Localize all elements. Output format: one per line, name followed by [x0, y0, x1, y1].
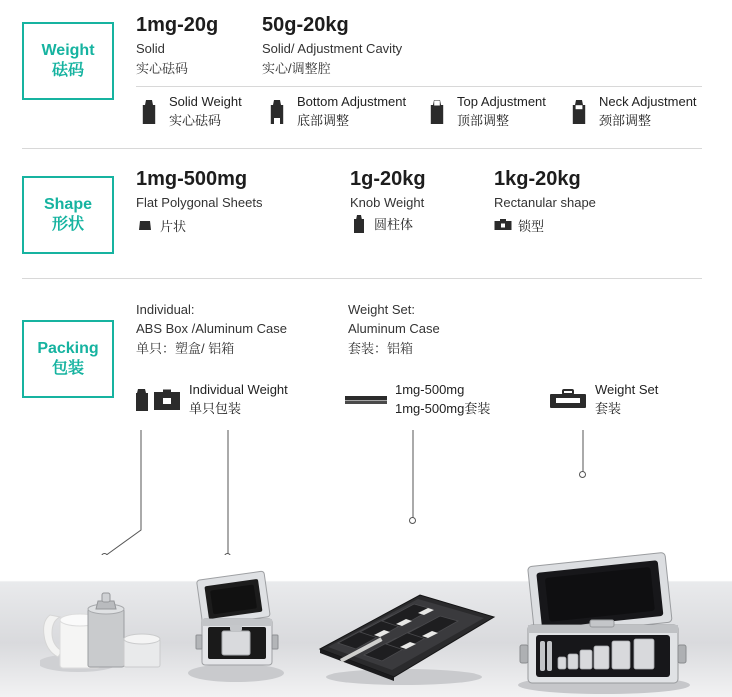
shape-col2-sub-cn: 圆柱体: [374, 217, 414, 232]
product-photo-weight-set-case: [494, 545, 714, 697]
knob-weight-icon: [350, 215, 368, 233]
shape-column-2: [350, 168, 426, 210]
shape-col2-shape: [350, 214, 413, 233]
section-packing: [0, 296, 732, 436]
weight-col2-sub-cn: 实心/调整腔: [262, 61, 331, 76]
rectangular-weight-icon: [494, 217, 512, 235]
shape-column-3: [494, 168, 596, 210]
packing-col2-line3: 套装：铝箱: [348, 341, 414, 356]
packing-column-1: [136, 302, 287, 357]
flat-sheet-icon: [136, 217, 154, 235]
packing-col2-line1: Weight Set:: [348, 302, 415, 317]
packing-col1-line1: Individual:: [136, 302, 195, 317]
product-photo-band: [0, 555, 732, 697]
packing-item-individual: [130, 382, 288, 417]
shape-col3-shape: [494, 216, 544, 235]
shape-col1-sub-en: Flat Polygonal Sheets: [136, 195, 263, 210]
feature-bottom-adjustment-en: Bottom Adjustment: [297, 94, 407, 109]
section-divider-1: [22, 148, 702, 149]
shape-col2-title: 1g-20kg: [350, 168, 426, 190]
top-adjustment-icon: [424, 99, 450, 125]
leader-dot-3: [409, 517, 416, 524]
weight-col2-title: 50g-20kg: [262, 14, 349, 36]
individual-box-icon: [130, 387, 182, 413]
badge-packing: [22, 320, 114, 398]
bottom-adjustment-icon: [264, 99, 290, 125]
feature-solid-weight-cn: 实心砝码: [169, 113, 222, 128]
feature-neck-adjustment: [566, 94, 697, 129]
shape-column-1: [136, 168, 262, 210]
weight-set-case-icon: [548, 387, 588, 413]
weight-column-2: [262, 14, 402, 77]
weight-col1-sub-en: Solid: [136, 41, 165, 56]
feature-solid-weight-en: Solid Weight: [169, 94, 242, 109]
feature-top-adjustment-cn: 顶部调整: [457, 113, 510, 128]
badge-packing-en: Packing: [37, 340, 99, 357]
shape-col3-sub-en: Rectanular shape: [494, 195, 596, 210]
badge-packing-cn: 包装: [51, 360, 84, 377]
feature-top-adjustment-en: Top Adjustment: [457, 94, 546, 109]
shape-col1-sub-cn: 片状: [160, 219, 187, 234]
badge-shape-en: Shape: [43, 196, 92, 213]
neck-adjustment-icon: [566, 99, 592, 125]
shape-col2-sub-en: Knob Weight: [350, 195, 425, 210]
weight-col2-sub-en: Solid/ Adjustment Cavity: [262, 41, 403, 56]
section-weight: [0, 0, 732, 140]
packing-item-weight-set: [548, 382, 658, 417]
badge-shape-cn: 形状: [51, 216, 84, 233]
packing-item-individual-cn: 单只包装: [189, 401, 242, 416]
packing-item-weight-set-en: Weight Set: [595, 382, 659, 397]
packing-col1-line2: ABS Box /Aluminum Case: [136, 321, 288, 336]
shape-col3-title: 1kg-20kg: [494, 168, 581, 190]
weight-divider: [136, 86, 702, 87]
badge-weight: [22, 22, 114, 100]
section-divider-2: [22, 278, 702, 279]
feature-top-adjustment: [424, 94, 546, 129]
badge-weight-en: Weight: [41, 42, 95, 59]
section-shape: [0, 160, 732, 270]
shape-col1-shape: [136, 216, 186, 235]
product-photo-aluminum-case: [176, 557, 300, 687]
shape-col3-sub-cn: 锁型: [518, 219, 545, 234]
badge-shape: [22, 176, 114, 254]
shape-col1-title: 1mg-500mg: [136, 168, 248, 190]
product-photo-individual-weights: [40, 565, 170, 685]
weight-column-1: [136, 14, 218, 77]
feature-neck-adjustment-en: Neck Adjustment: [599, 94, 697, 109]
packing-col2-line2: Aluminum Case: [348, 321, 440, 336]
product-photo-sheet-set: [312, 577, 496, 689]
leader-dot-4: [579, 471, 586, 478]
packing-col1-line3: 单只：塑盒/ 铝箱: [136, 341, 235, 356]
set-case-flat-icon: [344, 387, 388, 413]
packing-item-individual-en: Individual Weight: [189, 382, 288, 397]
feature-solid-weight: [136, 94, 242, 129]
solid-weight-icon: [136, 99, 162, 125]
feature-bottom-adjustment-cn: 底部调整: [297, 113, 350, 128]
weight-col1-title: 1mg-20g: [136, 14, 219, 36]
packing-column-2: [348, 302, 440, 357]
packing-item-set-flat-en: 1mg-500mg: [395, 382, 465, 397]
badge-weight-cn: 砝码: [51, 62, 84, 79]
packing-item-set-flat-cn: 1mg-500mg套装: [395, 401, 491, 416]
packing-item-weight-set-cn: 套装: [595, 401, 622, 416]
weight-col1-sub-cn: 实心砝码: [136, 61, 189, 76]
packing-item-set-flat: [344, 382, 490, 417]
feature-bottom-adjustment: [264, 94, 406, 129]
feature-neck-adjustment-cn: 颈部调整: [599, 113, 652, 128]
